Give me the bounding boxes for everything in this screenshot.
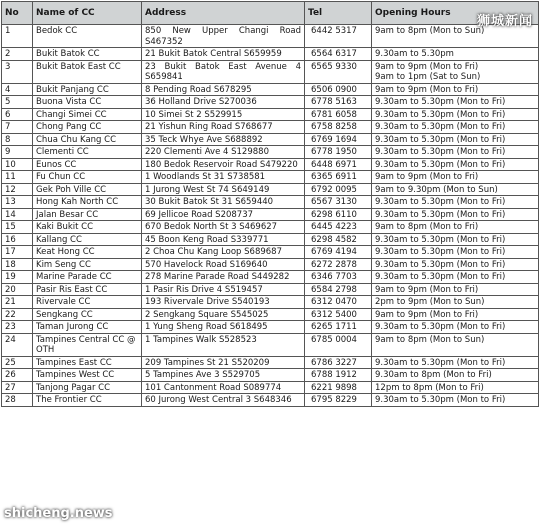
cell-no: 26 bbox=[2, 369, 33, 382]
header-name: Name of CC bbox=[33, 2, 142, 25]
table-row bbox=[2, 60, 539, 83]
cell-name: Clementi CC bbox=[33, 146, 142, 159]
table-row bbox=[2, 394, 539, 407]
cell-address: 570 Havelock Road S169640 bbox=[142, 258, 305, 271]
cell-no: 25 bbox=[2, 356, 33, 369]
cell-address: 180 Bedok Reservoir Road S479220 bbox=[142, 158, 305, 171]
table-row bbox=[2, 246, 539, 259]
table-row bbox=[2, 25, 539, 48]
cell-address: 2 Choa Chu Kang Loop S689687 bbox=[142, 246, 305, 259]
cell-opening-hours: 9.30am to 5.30pm (Mon to Fri) bbox=[372, 233, 539, 246]
cell-no: 5 bbox=[2, 96, 33, 109]
cell-no: 3 bbox=[2, 60, 33, 83]
cell-opening-hours: 9.30am to 5.30pm (Mon to Fri) bbox=[372, 246, 539, 259]
cell-opening-hours: 9.30am to 5.30pm (Mon to Fri) bbox=[372, 356, 539, 369]
cell-address: 278 Marine Parade Road S449282 bbox=[142, 271, 305, 284]
cell-opening-hours: 9am to 8pm (Mon to Fri) bbox=[372, 221, 539, 234]
cell-tel: 6448 6971 bbox=[305, 158, 372, 171]
cell-address: 36 Holland Drive S270036 bbox=[142, 96, 305, 109]
table-row bbox=[2, 221, 539, 234]
cell-tel: 6312 0470 bbox=[305, 296, 372, 309]
table-row bbox=[2, 369, 539, 382]
cell-address: 1 Yung Sheng Road S618495 bbox=[142, 321, 305, 334]
table-row bbox=[2, 96, 539, 109]
cell-tel: 6506 0900 bbox=[305, 83, 372, 96]
cell-tel: 6785 0004 bbox=[305, 333, 372, 356]
cell-opening-hours: 9am to 9pm (Mon to Fri) bbox=[372, 283, 539, 296]
table-row bbox=[2, 258, 539, 271]
cell-name: Bukit Batok East CC bbox=[33, 60, 142, 83]
cell-opening-hours: 9.30am to 8pm (Mon to Fri) bbox=[372, 369, 539, 382]
cell-tel: 6265 1711 bbox=[305, 321, 372, 334]
table-row bbox=[2, 48, 539, 61]
cell-no: 2 bbox=[2, 48, 33, 61]
cell-tel: 6272 2878 bbox=[305, 258, 372, 271]
cell-opening-hours: 9.30am to 5.30pm (Mon to Fri) bbox=[372, 108, 539, 121]
cell-address: 30 Bukit Batok St 31 S659440 bbox=[142, 196, 305, 209]
cell-tel: 6769 1694 bbox=[305, 133, 372, 146]
table-row bbox=[2, 356, 539, 369]
table-row bbox=[2, 158, 539, 171]
cell-opening-hours: 9am to 9pm (Mon to Fri) bbox=[372, 83, 539, 96]
cell-name: Eunos CC bbox=[33, 158, 142, 171]
cell-tel: 6758 8258 bbox=[305, 121, 372, 134]
cell-no: 13 bbox=[2, 196, 33, 209]
cell-opening-hours: 2pm to 9pm (Mon to Sun) bbox=[372, 296, 539, 309]
table-row bbox=[2, 333, 539, 356]
table-row bbox=[2, 233, 539, 246]
cell-tel: 6567 3130 bbox=[305, 196, 372, 209]
cell-name: Chua Chu Kang CC bbox=[33, 133, 142, 146]
cell-address: 1 Pasir Ris Drive 4 S519457 bbox=[142, 283, 305, 296]
cell-tel: 6312 5400 bbox=[305, 308, 372, 321]
table-row bbox=[2, 146, 539, 159]
cell-address: 5 Tampines Ave 3 S529705 bbox=[142, 369, 305, 382]
table-row bbox=[2, 183, 539, 196]
cell-opening-hours: 9.30am to 5.30pm (Mon to Fri) bbox=[372, 158, 539, 171]
cell-tel: 6788 1912 bbox=[305, 369, 372, 382]
cell-tel: 6778 1950 bbox=[305, 146, 372, 159]
cell-name: Sengkang CC bbox=[33, 308, 142, 321]
header-address: Address bbox=[142, 2, 305, 25]
cell-no: 6 bbox=[2, 108, 33, 121]
cell-opening-hours: 9.30am to 5.30pm (Mon to Fri) bbox=[372, 196, 539, 209]
cell-opening-hours: 9.30am to 5.30pm (Mon to Fri) bbox=[372, 146, 539, 159]
cell-name: Jalan Besar CC bbox=[33, 208, 142, 221]
cell-address: 69 Jellicoe Road S208737 bbox=[142, 208, 305, 221]
cell-tel: 6584 2798 bbox=[305, 283, 372, 296]
cell-address: 1 Tampines Walk S528523 bbox=[142, 333, 305, 356]
cell-opening-hours: 12pm to 8pm (Mon to Fri) bbox=[372, 381, 539, 394]
cell-tel: 6365 6911 bbox=[305, 171, 372, 184]
cell-name: Tampines West CC bbox=[33, 369, 142, 382]
cell-address: 1 Woodlands St 31 S738581 bbox=[142, 171, 305, 184]
cell-no: 14 bbox=[2, 208, 33, 221]
cell-opening-hours: 9am to 8pm (Mon to Sun) bbox=[372, 25, 539, 48]
cell-opening-hours: 9.30am to 5.30pm (Mon to Fri) bbox=[372, 96, 539, 109]
cell-no: 4 bbox=[2, 83, 33, 96]
cell-opening-hours: 9.30am to 5.30pm (Mon to Fri) bbox=[372, 321, 539, 334]
table-row bbox=[2, 381, 539, 394]
table-row bbox=[2, 196, 539, 209]
cell-name: Bedok CC bbox=[33, 25, 142, 48]
table-row bbox=[2, 321, 539, 334]
cell-no: 22 bbox=[2, 308, 33, 321]
cell-name: Marine Parade CC bbox=[33, 271, 142, 284]
cell-name: Fu Chun CC bbox=[33, 171, 142, 184]
cell-no: 23 bbox=[2, 321, 33, 334]
cell-address: 1 Jurong West St 74 S649149 bbox=[142, 183, 305, 196]
cell-address: 60 Jurong West Central 3 S648346 bbox=[142, 394, 305, 407]
cell-name: Chong Pang CC bbox=[33, 121, 142, 134]
cell-name: Tampines East CC bbox=[33, 356, 142, 369]
cell-no: 28 bbox=[2, 394, 33, 407]
table-row bbox=[2, 308, 539, 321]
cell-address: 35 Teck Whye Ave S688892 bbox=[142, 133, 305, 146]
cell-no: 16 bbox=[2, 233, 33, 246]
cell-no: 19 bbox=[2, 271, 33, 284]
header-tel: Tel bbox=[305, 2, 372, 25]
cell-no: 7 bbox=[2, 121, 33, 134]
cell-no: 18 bbox=[2, 258, 33, 271]
cell-name: Kallang CC bbox=[33, 233, 142, 246]
cell-address: 23 Bukit Batok East Avenue 4 S659841 bbox=[142, 60, 305, 83]
header-opening-hours: Opening Hours bbox=[372, 2, 539, 25]
cell-tel: 6346 7703 bbox=[305, 271, 372, 284]
cell-name: Kaki Bukit CC bbox=[33, 221, 142, 234]
cell-name: Taman Jurong CC bbox=[33, 321, 142, 334]
table-row bbox=[2, 296, 539, 309]
table-row bbox=[2, 83, 539, 96]
cell-no: 9 bbox=[2, 146, 33, 159]
cell-address: 101 Cantonment Road S089774 bbox=[142, 381, 305, 394]
cell-address: 8 Pending Road S678295 bbox=[142, 83, 305, 96]
cell-no: 24 bbox=[2, 333, 33, 356]
cell-address: 45 Boon Keng Road S339771 bbox=[142, 233, 305, 246]
cell-no: 20 bbox=[2, 283, 33, 296]
cell-address: 21 Yishun Ring Road S768677 bbox=[142, 121, 305, 134]
table-row bbox=[2, 108, 539, 121]
cell-tel: 6786 3227 bbox=[305, 356, 372, 369]
table-row bbox=[2, 283, 539, 296]
cell-name: Buona Vista CC bbox=[33, 96, 142, 109]
cell-tel: 6298 4582 bbox=[305, 233, 372, 246]
table-row bbox=[2, 208, 539, 221]
table-row bbox=[2, 121, 539, 134]
table-row bbox=[2, 133, 539, 146]
cell-no: 21 bbox=[2, 296, 33, 309]
cell-no: 10 bbox=[2, 158, 33, 171]
watermark-bottom: shicheng.news bbox=[4, 506, 113, 521]
cell-opening-hours: 9am to 8pm (Mon to Sun) bbox=[372, 333, 539, 356]
cell-tel: 6781 6058 bbox=[305, 108, 372, 121]
cell-address: 209 Tampines St 21 S520209 bbox=[142, 356, 305, 369]
cell-address: 21 Bukit Batok Central S659959 bbox=[142, 48, 305, 61]
cell-opening-hours: 9.30am to 5.30pm (Mon to Fri) bbox=[372, 121, 539, 134]
cell-address: 670 Bedok North St 3 S469627 bbox=[142, 221, 305, 234]
cell-no: 17 bbox=[2, 246, 33, 259]
cell-name: The Frontier CC bbox=[33, 394, 142, 407]
cell-opening-hours: 9am to 9.30pm (Mon to Sun) bbox=[372, 183, 539, 196]
table-row bbox=[2, 271, 539, 284]
cell-no: 11 bbox=[2, 171, 33, 184]
cell-tel: 6778 5163 bbox=[305, 96, 372, 109]
cell-no: 8 bbox=[2, 133, 33, 146]
cell-address: 220 Clementi Ave 4 S129880 bbox=[142, 146, 305, 159]
table-row bbox=[2, 171, 539, 184]
cell-address: 10 Simei St 2 S529915 bbox=[142, 108, 305, 121]
cell-tel: 6221 9898 bbox=[305, 381, 372, 394]
community-centre-table bbox=[1, 1, 539, 407]
table-header-row bbox=[2, 2, 539, 25]
cell-name: Kim Seng CC bbox=[33, 258, 142, 271]
cell-tel: 6769 4194 bbox=[305, 246, 372, 259]
cell-no: 12 bbox=[2, 183, 33, 196]
cell-name: Pasir Ris East CC bbox=[33, 283, 142, 296]
cell-opening-hours: 9am to 9pm (Mon to Fri) bbox=[372, 171, 539, 184]
cell-name: Gek Poh Ville CC bbox=[33, 183, 142, 196]
cell-opening-hours: 9.30am to 5.30pm (Mon to Fri) bbox=[372, 258, 539, 271]
cell-name: Changi Simei CC bbox=[33, 108, 142, 121]
cell-tel: 6795 8229 bbox=[305, 394, 372, 407]
cell-opening-hours: 9.30am to 5.30pm bbox=[372, 48, 539, 61]
cell-name: Tampines Central CC @ OTH bbox=[33, 333, 142, 356]
cell-address: 193 Rivervale Drive S540193 bbox=[142, 296, 305, 309]
cell-no: 1 bbox=[2, 25, 33, 48]
cell-tel: 6565 9330 bbox=[305, 60, 372, 83]
cell-tel: 6442 5317 bbox=[305, 25, 372, 48]
cell-tel: 6792 0095 bbox=[305, 183, 372, 196]
cell-opening-hours: 9.30am to 5.30pm (Mon to Fri) bbox=[372, 208, 539, 221]
cell-name: Rivervale CC bbox=[33, 296, 142, 309]
cell-name: Tanjong Pagar CC bbox=[33, 381, 142, 394]
cell-opening-hours: 9.30am to 5.30pm (Mon to Fri) bbox=[372, 271, 539, 284]
cell-opening-hours: 9am to 9pm (Mon to Fri) 9am to 1pm (Sat to Sun) bbox=[372, 60, 539, 83]
cell-opening-hours: 9am to 9pm (Mon to Fri) bbox=[372, 308, 539, 321]
cell-no: 15 bbox=[2, 221, 33, 234]
cell-name: Keat Hong CC bbox=[33, 246, 142, 259]
cell-name: Bukit Panjang CC bbox=[33, 83, 142, 96]
cell-tel: 6298 6110 bbox=[305, 208, 372, 221]
cell-address: 850 New Upper Changi Road S467352 bbox=[142, 25, 305, 48]
cell-name: Bukit Batok CC bbox=[33, 48, 142, 61]
cell-tel: 6564 6317 bbox=[305, 48, 372, 61]
cell-address: 2 Sengkang Square S545025 bbox=[142, 308, 305, 321]
header-no: No bbox=[2, 2, 33, 25]
watermark-top: 狮城新闻 bbox=[476, 14, 533, 29]
cell-tel: 6445 4223 bbox=[305, 221, 372, 234]
cell-no: 27 bbox=[2, 381, 33, 394]
cell-name: Hong Kah North CC bbox=[33, 196, 142, 209]
cell-opening-hours: 9.30am to 5.30pm (Mon to Fri) bbox=[372, 133, 539, 146]
cell-opening-hours: 9.30am to 5.30pm (Mon to Fri) bbox=[372, 394, 539, 407]
